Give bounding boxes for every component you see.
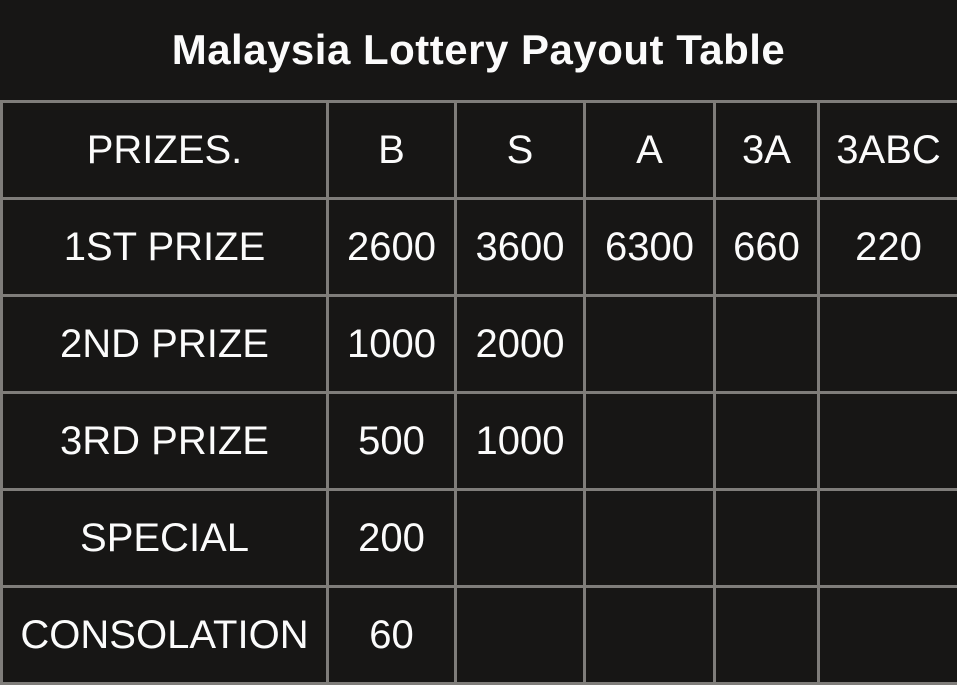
table-cell [715, 296, 819, 393]
table-cell: 2600 [328, 199, 456, 296]
table-cell [585, 393, 715, 490]
table-cell [456, 587, 585, 684]
table-row-2nd-prize [2, 296, 957, 393]
header-cell-prizes: PRIZES. [2, 102, 328, 199]
page-title: Malaysia Lottery Payout Table [172, 26, 786, 74]
table-cell [819, 393, 957, 490]
table-cell: 60 [328, 587, 456, 684]
table-cell: 500 [328, 393, 456, 490]
table-cell [585, 587, 715, 684]
row-label: SPECIAL [2, 490, 328, 587]
table-cell: 6300 [585, 199, 715, 296]
table-cell: 660 [715, 199, 819, 296]
row-label: 1ST PRIZE [2, 199, 328, 296]
table-row-consolation [2, 587, 957, 684]
table-cell [585, 490, 715, 587]
table-cell [819, 490, 957, 587]
table-cell [715, 587, 819, 684]
table-cell: 2000 [456, 296, 585, 393]
table-row-3rd-prize [2, 393, 957, 490]
table-cell: 3600 [456, 199, 585, 296]
table-cell: 220 [819, 199, 957, 296]
header-cell-3a: 3A [715, 102, 819, 199]
title-bar [0, 0, 957, 100]
payout-table [0, 100, 957, 685]
table-row-1st-prize [2, 199, 957, 296]
row-label: 3RD PRIZE [2, 393, 328, 490]
table-cell [585, 296, 715, 393]
header-row [2, 102, 957, 199]
table-cell [715, 490, 819, 587]
table-cell [715, 393, 819, 490]
table-cell: 200 [328, 490, 456, 587]
table-cell [819, 296, 957, 393]
table-cell: 1000 [328, 296, 456, 393]
header-cell-s: S [456, 102, 585, 199]
header-cell-3abc: 3ABC [819, 102, 957, 199]
table-row-special [2, 490, 957, 587]
header-cell-a: A [585, 102, 715, 199]
header-cell-b: B [328, 102, 456, 199]
row-label: CONSOLATION [2, 587, 328, 684]
table-cell [819, 587, 957, 684]
table-cell [456, 490, 585, 587]
row-label: 2ND PRIZE [2, 296, 328, 393]
table-cell: 1000 [456, 393, 585, 490]
